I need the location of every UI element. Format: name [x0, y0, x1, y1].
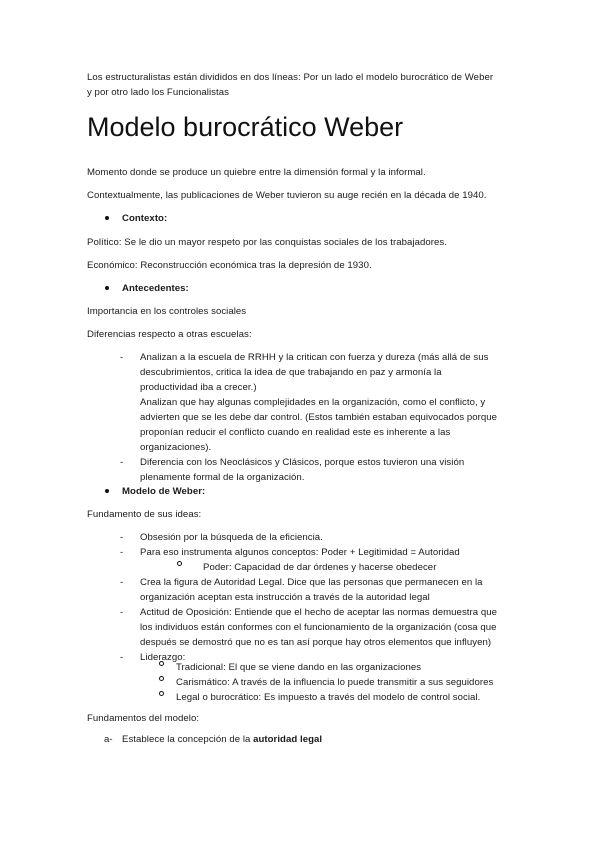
paragraph-diferencias: Diferencias respecto a otras escuelas:: [87, 329, 252, 340]
circle-bullet: [159, 676, 164, 681]
bullet-dot: [105, 489, 109, 493]
list-item-line: advierten que se les debe dar control. (Estos también estaban equivocados porque: [140, 412, 498, 423]
circle-bullet: [159, 691, 164, 696]
circle-bullet: [177, 561, 182, 566]
dash-marker: -: [120, 532, 124, 543]
paragraph-fundamento: Fundamento de sus ideas:: [87, 509, 202, 520]
dash-marker: -: [120, 457, 124, 468]
page-title: Modelo burocrático Weber: [87, 112, 404, 142]
list-item-line: después se demostró que no es tan así porque hay otros elementos que influyen): [140, 637, 492, 648]
list-item-line: organización aceptan esta instrucción a través de la autoridad legal: [140, 592, 430, 603]
list-item-line: proponían reducir el conflicto cuando en realidad este es inherente a las: [140, 427, 451, 438]
list-item-line: Analizan que hay algunas complejidades en la organización, como el conflicto, y: [140, 397, 486, 408]
paragraph-economico: Económico: Reconstrucción económica tras la depresión de 1930.: [87, 260, 372, 271]
list-item-line: Analizan a la escuela de RRHH y la critican con fuerza y dureza (más allá de sus: [140, 352, 489, 363]
bullet-dot: [105, 216, 109, 220]
paragraph-politico: Político: Se le dio un mayor respeto por las conquistas sociales de los trabajadores.: [87, 237, 447, 248]
heading-modelo-weber: Modelo de Weber:: [122, 486, 206, 497]
list-item-line: Diferencia con los Neoclásicos y Clásicos, porque estos tuvieron una visión: [140, 457, 465, 468]
heading-contexto: Contexto:: [122, 213, 168, 224]
dash-marker: -: [120, 652, 124, 663]
list-item-line: descubrimientos, critica la idea de que trabajando en paz y armonía la: [140, 367, 442, 378]
heading-antecedentes: Antecedentes:: [122, 283, 189, 294]
dash-marker: -: [120, 352, 124, 363]
list-item-line: plenamente formal de la organización.: [140, 472, 305, 483]
paragraph-controles: Importancia en los controles sociales: [87, 306, 247, 317]
list-item-line: Actitud de Oposición: Entiende que el hecho de aceptar las normas demuestra que: [140, 607, 498, 618]
list-item-line: productividad iba a crecer.): [140, 382, 257, 393]
sub-list-item: Tradicional: El que se viene dando en las organizaciones: [176, 662, 422, 673]
list-item-a-bold: autoridad legal: [253, 734, 323, 745]
list-item-a: [122, 732, 322, 747]
bullet-dot: [105, 286, 109, 290]
intro-line-1: Los estructuralistas están divididos en dos líneas: Por un lado el modelo burocrático de Weber: [87, 72, 494, 83]
circle-bullet: [159, 661, 164, 666]
list-item-line: Crea la figura de Autoridad Legal. Dice que las personas que permanecen en la: [140, 577, 483, 588]
dash-marker: -: [120, 577, 124, 588]
paragraph-quiebre: Momento donde se produce un quiebre entre la dimensión formal y la informal.: [87, 167, 426, 178]
dash-marker: -: [120, 607, 124, 618]
paragraph-contextualmente: Contextualmente, las publicaciones de Weber tuvieron su auge recién en la década de 1940.: [87, 190, 487, 201]
sub-list-item: Carismático: A través de la influencia lo puede transmitir a sus seguidores: [176, 677, 494, 688]
list-item: Para eso instrumenta algunos conceptos: Poder + Legitimidad = Autoridad: [140, 547, 460, 558]
list-item: Liderazgo:: [140, 652, 186, 663]
sub-list-item: Poder: Capacidad de dar órdenes y hacerse obedecer: [203, 562, 437, 573]
paragraph-fundamentos-modelo: Fundamentos del modelo:: [87, 713, 200, 724]
list-item-line: organizaciones).: [140, 442, 212, 453]
list-item: Obsesión por la búsqueda de la eficiencia.: [140, 532, 323, 543]
list-item-a-text: Establece la concepción de la: [122, 734, 254, 745]
letter-marker: a-: [104, 734, 113, 745]
sub-list-item: Legal o burocrático: Es impuesto a través del modelo de control social.: [176, 692, 481, 703]
list-item-line: los individuos están conformes con el funcionamiento de la organización (cosa que: [140, 622, 497, 633]
dash-marker: -: [120, 547, 124, 558]
intro-line-2: y por otro lado los Funcionalistas: [87, 87, 229, 98]
